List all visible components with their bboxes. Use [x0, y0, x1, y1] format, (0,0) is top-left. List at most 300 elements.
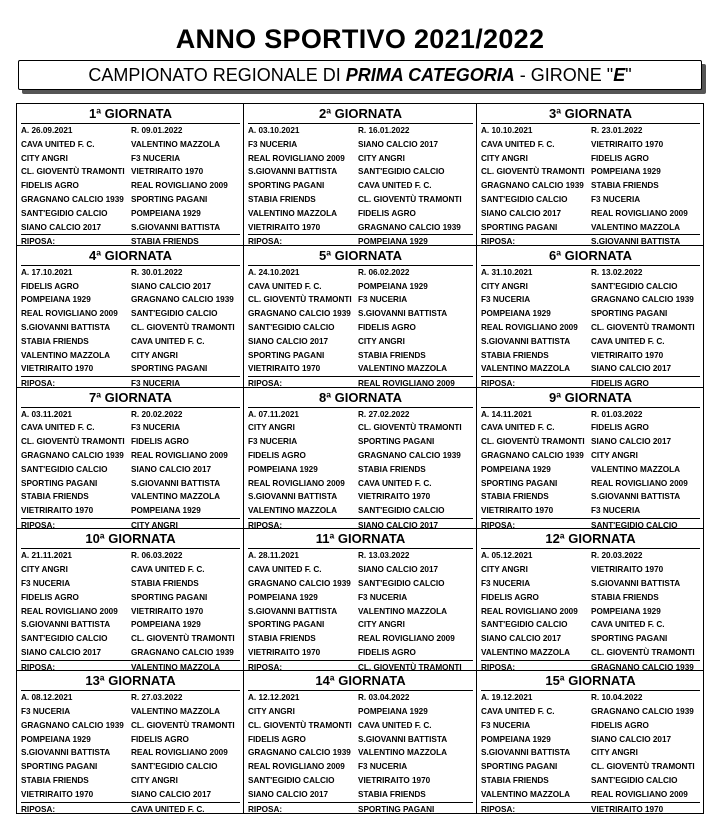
match-row [248, 152, 473, 166]
riposa-row-right: CL. GIOVENTÙ TRAMONTI [358, 662, 462, 672]
giornata-title: 8ª GIORNATA [318, 389, 403, 405]
match-row-right: SPORTING PAGANI [591, 634, 668, 644]
match-row-left: POMPEIANA 1929 [248, 592, 318, 602]
match-row-left: CL. GIOVENTÙ TRAMONTI [481, 167, 585, 177]
match-row-left: VALENTINO MAZZOLA [21, 350, 110, 360]
match-row-right: FIDELIS AGRO [591, 153, 649, 163]
match-row-right: CAVA UNITED F. C. [358, 720, 432, 730]
match-row [21, 280, 240, 294]
match-row-left: SPORTING PAGANI [481, 222, 558, 232]
match-row-right: REAL ROVIGLIANO 2009 [131, 450, 228, 460]
match-row [481, 504, 700, 518]
match-row-left: SPORTING PAGANI [481, 762, 558, 772]
dates-row-left: A. 24.10.2021 [248, 267, 300, 277]
riposa-row-right: STABIA FRIENDS [131, 237, 199, 246]
match-row-right: SIANO CALCIO 2017 [358, 139, 439, 149]
match-row-left: SIANO CALCIO 2017 [21, 222, 102, 232]
match-row-right: CAVA UNITED F. C. [131, 336, 205, 346]
giornata-title: 9ª GIORNATA [548, 389, 633, 405]
riposa-row [248, 234, 473, 245]
match-row-left: SPORTING PAGANI [21, 478, 98, 488]
match-row [248, 646, 473, 660]
match-row-right: SIANO CALCIO 2017 [591, 734, 672, 744]
match-row-right: CAVA UNITED F. C. [591, 620, 665, 630]
match-row-left: REAL ROVIGLIANO 2009 [481, 322, 578, 332]
match-row-left: F3 NUCERIA [21, 706, 71, 716]
match-row-right: POMPEIANA 1929 [591, 167, 661, 177]
match-row [481, 490, 700, 504]
dates-row-left: A. 08.12.2021 [21, 693, 73, 703]
match-row-left: S.GIOVANNI BATTISTA [21, 322, 111, 332]
match-row [21, 618, 240, 632]
dates-row [481, 407, 700, 422]
riposa-row-right: SIANO CALCIO 2017 [358, 520, 439, 530]
match-row [21, 563, 240, 577]
match-row-left: REAL ROVIGLIANO 2009 [21, 309, 118, 319]
match-row-left: STABIA FRIENDS [481, 775, 549, 785]
riposa-row-right: SPORTING PAGANI [358, 804, 435, 813]
match-row-right: SIANO CALCIO 2017 [131, 789, 212, 799]
match-row-left: F3 NUCERIA [248, 437, 298, 447]
match-row [248, 632, 473, 646]
match-row [21, 605, 240, 619]
match-row-left: CITY ANGRI [21, 565, 68, 575]
riposa-row [21, 376, 240, 387]
riposa-row [248, 802, 473, 813]
riposa-row [248, 518, 473, 529]
match-row-right: POMPEIANA 1929 [591, 606, 661, 616]
match-row-left: CITY ANGRI [481, 153, 528, 163]
dates-row-left: A. 17.10.2021 [21, 267, 73, 277]
match-row-left: SANT'EGIDIO CALCIO [21, 634, 108, 644]
match-row-right: F3 NUCERIA [131, 153, 181, 163]
match-row-left: CITY ANGRI [21, 153, 68, 163]
match-row [481, 463, 700, 477]
riposa-row-left: RIPOSA: [248, 520, 283, 530]
match-row-right: F3 NUCERIA [358, 295, 408, 305]
match-row-left: SANT'EGIDIO CALCIO [21, 208, 108, 218]
match-row-left: CAVA UNITED F. C. [21, 139, 95, 149]
match-row-left: F3 NUCERIA [481, 578, 531, 588]
match-row-left: CAVA UNITED F. C. [481, 706, 555, 716]
match-row [248, 221, 473, 235]
match-row-left: CL. GIOVENTÙ TRAMONTI [21, 167, 125, 177]
match-row [481, 335, 700, 349]
match-row-left: CAVA UNITED F. C. [481, 139, 555, 149]
match-row-right: SANT'EGIDIO CALCIO [358, 506, 445, 516]
match-row-right: VIETRIRAITO 1970 [131, 167, 204, 177]
match-row [481, 193, 700, 207]
banner-suffix: - GIRONE " [514, 65, 614, 85]
dates-row-left: A. 31.10.2021 [481, 267, 533, 277]
match-row-left: VALENTINO MAZZOLA [481, 789, 570, 799]
dates-row-left: A. 21.11.2021 [21, 551, 72, 561]
match-row [481, 435, 700, 449]
match-row-right: REAL ROVIGLIANO 2009 [131, 181, 228, 191]
giornata-card [17, 529, 244, 671]
match-row-left: CAVA UNITED F. C. [248, 565, 322, 575]
match-row-left: VIETRIRAITO 1970 [481, 506, 554, 516]
match-row-right: S.GIOVANNI BATTISTA [131, 222, 221, 232]
match-row-right: F3 NUCERIA [358, 762, 408, 772]
giornata-card [17, 246, 244, 388]
match-row-left: SPORTING PAGANI [21, 762, 98, 772]
dates-row-right: R. 13.02.2022 [591, 267, 643, 277]
dates-row [481, 548, 700, 563]
match-row [481, 165, 700, 179]
dates-row [21, 407, 240, 422]
giornata-card [244, 671, 477, 813]
match-row-right: SANT'EGIDIO CALCIO [131, 309, 218, 319]
giornata-card [477, 388, 703, 530]
riposa-row-right: CAVA UNITED F. C. [131, 804, 205, 813]
match-row-left: S.GIOVANNI BATTISTA [248, 492, 338, 502]
match-row [481, 618, 700, 632]
match-row [21, 293, 240, 307]
match-row-left: F3 NUCERIA [248, 139, 298, 149]
match-row-left: SPORTING PAGANI [248, 620, 325, 630]
giornata-card [244, 529, 477, 671]
riposa-row-right: GRAGNANO CALCIO 1939 [591, 662, 694, 672]
match-row-left: S.GIOVANNI BATTISTA [481, 748, 571, 758]
match-row-left: REAL ROVIGLIANO 2009 [248, 762, 345, 772]
match-row [481, 449, 700, 463]
match-row-left: POMPEIANA 1929 [21, 734, 91, 744]
giornata-card [17, 104, 244, 246]
match-row-right: CL. GIOVENTÙ TRAMONTI [358, 194, 462, 204]
match-row-right: VIETRIRAITO 1970 [591, 139, 664, 149]
riposa-row-left: RIPOSA: [481, 379, 516, 388]
match-row-right: S.GIOVANNI BATTISTA [591, 578, 681, 588]
match-row [248, 788, 473, 802]
match-row-right: VALENTINO MAZZOLA [591, 464, 680, 474]
giornata-title: 6ª GIORNATA [548, 247, 633, 263]
dates-row [248, 123, 473, 138]
match-row-left: STABIA FRIENDS [21, 336, 89, 346]
match-row [21, 774, 240, 788]
match-row-right: S.GIOVANNI BATTISTA [358, 309, 448, 319]
dates-row-right: R. 23.01.2022 [591, 126, 643, 135]
match-row [481, 746, 700, 760]
match-row [21, 152, 240, 166]
match-row-right: VIETRIRAITO 1970 [358, 775, 431, 785]
match-row-right: VALENTINO MAZZOLA [591, 222, 680, 232]
dates-row-left: A. 03.11.2021 [21, 409, 72, 419]
riposa-row-left: RIPOSA: [21, 804, 56, 813]
match-row-left: VALENTINO MAZZOLA [248, 506, 337, 516]
match-row-right: STABIA FRIENDS [591, 181, 659, 191]
match-row-right: POMPEIANA 1929 [358, 281, 428, 291]
dates-row-left: A. 07.11.2021 [248, 409, 299, 419]
match-row [481, 719, 700, 733]
match-row [481, 280, 700, 294]
match-row-left: CAVA UNITED F. C. [481, 423, 555, 433]
dates-row-left: A. 03.10.2021 [248, 126, 300, 135]
riposa-row-right: POMPEIANA 1929 [358, 237, 428, 246]
giornata-card [244, 104, 477, 246]
match-row [248, 504, 473, 518]
dates-row [248, 690, 473, 705]
match-row [481, 760, 700, 774]
match-row [21, 349, 240, 363]
match-row-right: VIETRIRAITO 1970 [131, 606, 204, 616]
match-row [481, 138, 700, 152]
match-row-right: S.GIOVANNI BATTISTA [131, 478, 221, 488]
riposa-row-right: VIETRIRAITO 1970 [591, 804, 664, 813]
giornata-title: 10ª GIORNATA [85, 531, 176, 547]
giornata-title: 11ª GIORNATA [315, 531, 406, 547]
match-row-right: GRAGNANO CALCIO 1939 [131, 647, 234, 657]
match-row-right: SANT'EGIDIO CALCIO [131, 762, 218, 772]
match-row [248, 618, 473, 632]
match-row-right: SPORTING PAGANI [131, 194, 208, 204]
match-row-right: FIDELIS AGRO [358, 208, 416, 218]
match-row-left: SPORTING PAGANI [481, 478, 558, 488]
match-row [248, 449, 473, 463]
match-row-left: FIDELIS AGRO [21, 281, 79, 291]
riposa-row-right: FIDELIS AGRO [591, 379, 649, 388]
giornata-title: 2ª GIORNATA [318, 106, 403, 121]
match-row-left: FIDELIS AGRO [248, 734, 306, 744]
match-row-left: CL. GIOVENTÙ TRAMONTI [248, 720, 352, 730]
dates-row-right: R. 20.03.2022 [591, 551, 643, 561]
match-row-right: CAVA UNITED F. C. [591, 336, 665, 346]
dates-row-left: A. 10.10.2021 [481, 126, 533, 135]
match-row [248, 705, 473, 719]
match-row-left: F3 NUCERIA [481, 295, 531, 305]
match-row-left: GRAGNANO CALCIO 1939 [248, 309, 351, 319]
riposa-row [21, 518, 240, 529]
match-row [21, 477, 240, 491]
riposa-row-left: RIPOSA: [21, 237, 56, 246]
match-row-right: STABIA FRIENDS [591, 592, 659, 602]
match-row-right: REAL ROVIGLIANO 2009 [591, 208, 688, 218]
riposa-row [481, 518, 700, 529]
match-row-left: GRAGNANO CALCIO 1939 [21, 194, 124, 204]
match-row-right: CL. GIOVENTÙ TRAMONTI [358, 423, 462, 433]
match-row [21, 179, 240, 193]
match-row-right: CAVA UNITED F. C. [131, 565, 205, 575]
match-row [481, 421, 700, 435]
match-row-left: STABIA FRIENDS [248, 194, 316, 204]
giornata-title: 1ª GIORNATA [88, 106, 173, 121]
giornata-title: 14ª GIORNATA [315, 673, 406, 689]
match-row-right: SIANO CALCIO 2017 [358, 565, 439, 575]
match-row [21, 591, 240, 605]
riposa-row-left: RIPOSA: [248, 379, 283, 388]
match-row-left: VIETRIRAITO 1970 [21, 789, 94, 799]
match-row-left: FIDELIS AGRO [21, 181, 79, 191]
match-row-right: SANT'EGIDIO CALCIO [591, 775, 678, 785]
match-row-right: STABIA FRIENDS [358, 464, 426, 474]
dates-row-right: R. 09.01.2022 [131, 126, 183, 135]
riposa-row [248, 660, 473, 671]
dates-row [21, 123, 240, 138]
riposa-row-left: RIPOSA: [21, 379, 56, 388]
match-row [248, 733, 473, 747]
match-row-left: SIANO CALCIO 2017 [248, 336, 329, 346]
dates-row-left: A. 05.12.2021 [481, 551, 533, 561]
dates-row-right: R. 30.01.2022 [131, 267, 183, 277]
match-row [248, 421, 473, 435]
match-row-left: SPORTING PAGANI [248, 350, 325, 360]
match-row-left: CL. GIOVENTÙ TRAMONTI [21, 437, 125, 447]
match-row-right: F3 NUCERIA [358, 592, 408, 602]
match-row [481, 705, 700, 719]
match-row-right: SANT'EGIDIO CALCIO [591, 281, 678, 291]
giornata-card [477, 671, 703, 813]
match-row-right: F3 NUCERIA [131, 423, 181, 433]
match-row-right: CITY ANGRI [591, 748, 638, 758]
match-row-right: FIDELIS AGRO [358, 322, 416, 332]
riposa-row-left: RIPOSA: [481, 662, 516, 672]
match-row [481, 646, 700, 660]
match-row-right: VALENTINO MAZZOLA [131, 706, 220, 716]
match-row [481, 362, 700, 376]
match-row-right: CL. GIOVENTÙ TRAMONTI [591, 322, 695, 332]
giornata-card [17, 388, 244, 530]
match-row [21, 435, 240, 449]
match-row-left: FIDELIS AGRO [248, 450, 306, 460]
dates-row [481, 123, 700, 138]
riposa-row-left: RIPOSA: [248, 804, 283, 813]
match-row-right: SIANO CALCIO 2017 [131, 281, 212, 291]
riposa-row-left: RIPOSA: [481, 520, 516, 530]
giornata-title: 15ª GIORNATA [545, 673, 636, 689]
match-row [21, 746, 240, 760]
match-row-left: SANT'EGIDIO CALCIO [481, 194, 568, 204]
match-row [481, 152, 700, 166]
match-row-left: REAL ROVIGLIANO 2009 [21, 606, 118, 616]
match-row [21, 421, 240, 435]
match-row-right: VALENTINO MAZZOLA [358, 364, 447, 374]
riposa-row-left: RIPOSA: [248, 662, 283, 672]
match-row [248, 307, 473, 321]
riposa-row-right: S.GIOVANNI BATTISTA [591, 237, 681, 246]
match-row [481, 221, 700, 235]
match-row [248, 138, 473, 152]
match-row-left: STABIA FRIENDS [21, 775, 89, 785]
match-row-right: FIDELIS AGRO [591, 423, 649, 433]
match-row [248, 165, 473, 179]
match-row-left: SANT'EGIDIO CALCIO [481, 620, 568, 630]
match-row-right: VALENTINO MAZZOLA [131, 139, 220, 149]
match-row-left: CITY ANGRI [248, 706, 295, 716]
match-row [21, 760, 240, 774]
match-row-right: GRAGNANO CALCIO 1939 [131, 295, 234, 305]
match-row-right: S.GIOVANNI BATTISTA [591, 492, 681, 502]
match-row-left: S.GIOVANNI BATTISTA [481, 336, 571, 346]
match-row [481, 321, 700, 335]
match-row-left: SANT'EGIDIO CALCIO [21, 464, 108, 474]
match-row-right: VALENTINO MAZZOLA [358, 748, 447, 758]
match-row [21, 504, 240, 518]
match-row [481, 477, 700, 491]
match-row-right: POMPEIANA 1929 [131, 208, 201, 218]
dates-row-left: A. 14.11.2021 [481, 409, 532, 419]
match-row-left: FIDELIS AGRO [21, 592, 79, 602]
match-row-left: FIDELIS AGRO [481, 592, 539, 602]
match-row-right: CAVA UNITED F. C. [358, 478, 432, 488]
match-row [21, 463, 240, 477]
riposa-row-right: F3 NUCERIA [131, 379, 181, 388]
giornata-title: 5ª GIORNATA [318, 247, 403, 263]
match-row-left: S.GIOVANNI BATTISTA [21, 620, 111, 630]
match-row [21, 307, 240, 321]
match-row [248, 760, 473, 774]
match-row [21, 207, 240, 221]
match-row-left: SIANO CALCIO 2017 [481, 208, 562, 218]
match-row-left: F3 NUCERIA [481, 720, 531, 730]
giornata-title: 12ª GIORNATA [545, 531, 636, 547]
match-row-right: CL. GIOVENTÙ TRAMONTI [131, 720, 235, 730]
match-row-left: REAL ROVIGLIANO 2009 [248, 478, 345, 488]
match-row-left: STABIA FRIENDS [248, 634, 316, 644]
match-row-left: CAVA UNITED F. C. [248, 281, 322, 291]
match-row-right: FIDELIS AGRO [131, 437, 189, 447]
match-row [248, 179, 473, 193]
match-row-right: SANT'EGIDIO CALCIO [358, 578, 445, 588]
match-row [248, 719, 473, 733]
riposa-row-right: VALENTINO MAZZOLA [131, 662, 220, 672]
match-row-right: SIANO CALCIO 2017 [591, 437, 672, 447]
riposa-row-left: RIPOSA: [21, 662, 56, 672]
fixtures-grid [16, 103, 704, 814]
dates-row-left: A. 19.12.2021 [481, 693, 533, 703]
banner-end: " [625, 65, 632, 85]
match-row-right: F3 NUCERIA [591, 506, 641, 516]
dates-row-left: A. 26.09.2021 [21, 126, 73, 135]
match-row-right: CL. GIOVENTÙ TRAMONTI [591, 647, 695, 657]
match-row [21, 362, 240, 376]
match-row [481, 179, 700, 193]
match-row-right: POMPEIANA 1929 [131, 620, 201, 630]
dates-row-right: R. 10.04.2022 [591, 693, 643, 703]
match-row-right: CL. GIOVENTÙ TRAMONTI [131, 634, 235, 644]
match-row-right: S.GIOVANNI BATTISTA [358, 734, 448, 744]
dates-row-right: R. 06.02.2022 [358, 267, 410, 277]
match-row [21, 788, 240, 802]
dates-row-right: R. 01.03.2022 [591, 409, 643, 419]
match-row [248, 774, 473, 788]
match-row-right: REAL ROVIGLIANO 2009 [591, 478, 688, 488]
match-row [481, 605, 700, 619]
match-row [21, 138, 240, 152]
match-row-left: SIANO CALCIO 2017 [481, 634, 562, 644]
dates-row-right: R. 20.02.2022 [131, 409, 183, 419]
match-row [481, 349, 700, 363]
match-row [21, 335, 240, 349]
riposa-row-right: CITY ANGRI [131, 520, 178, 530]
match-row [21, 632, 240, 646]
match-row-right: REAL ROVIGLIANO 2009 [591, 789, 688, 799]
dates-row [21, 265, 240, 280]
match-row [481, 293, 700, 307]
match-row-left: GRAGNANO CALCIO 1939 [481, 181, 584, 191]
match-row [248, 746, 473, 760]
match-row-left: GRAGNANO CALCIO 1939 [248, 748, 351, 758]
match-row [248, 605, 473, 619]
match-row-right: VIETRIRAITO 1970 [358, 492, 431, 502]
match-row-left: SIANO CALCIO 2017 [21, 647, 102, 657]
match-row [248, 335, 473, 349]
match-row-left: SPORTING PAGANI [248, 181, 325, 191]
riposa-row [481, 802, 700, 813]
match-row [481, 307, 700, 321]
match-row-right: SIANO CALCIO 2017 [131, 464, 212, 474]
match-row [21, 449, 240, 463]
dates-row [481, 265, 700, 280]
